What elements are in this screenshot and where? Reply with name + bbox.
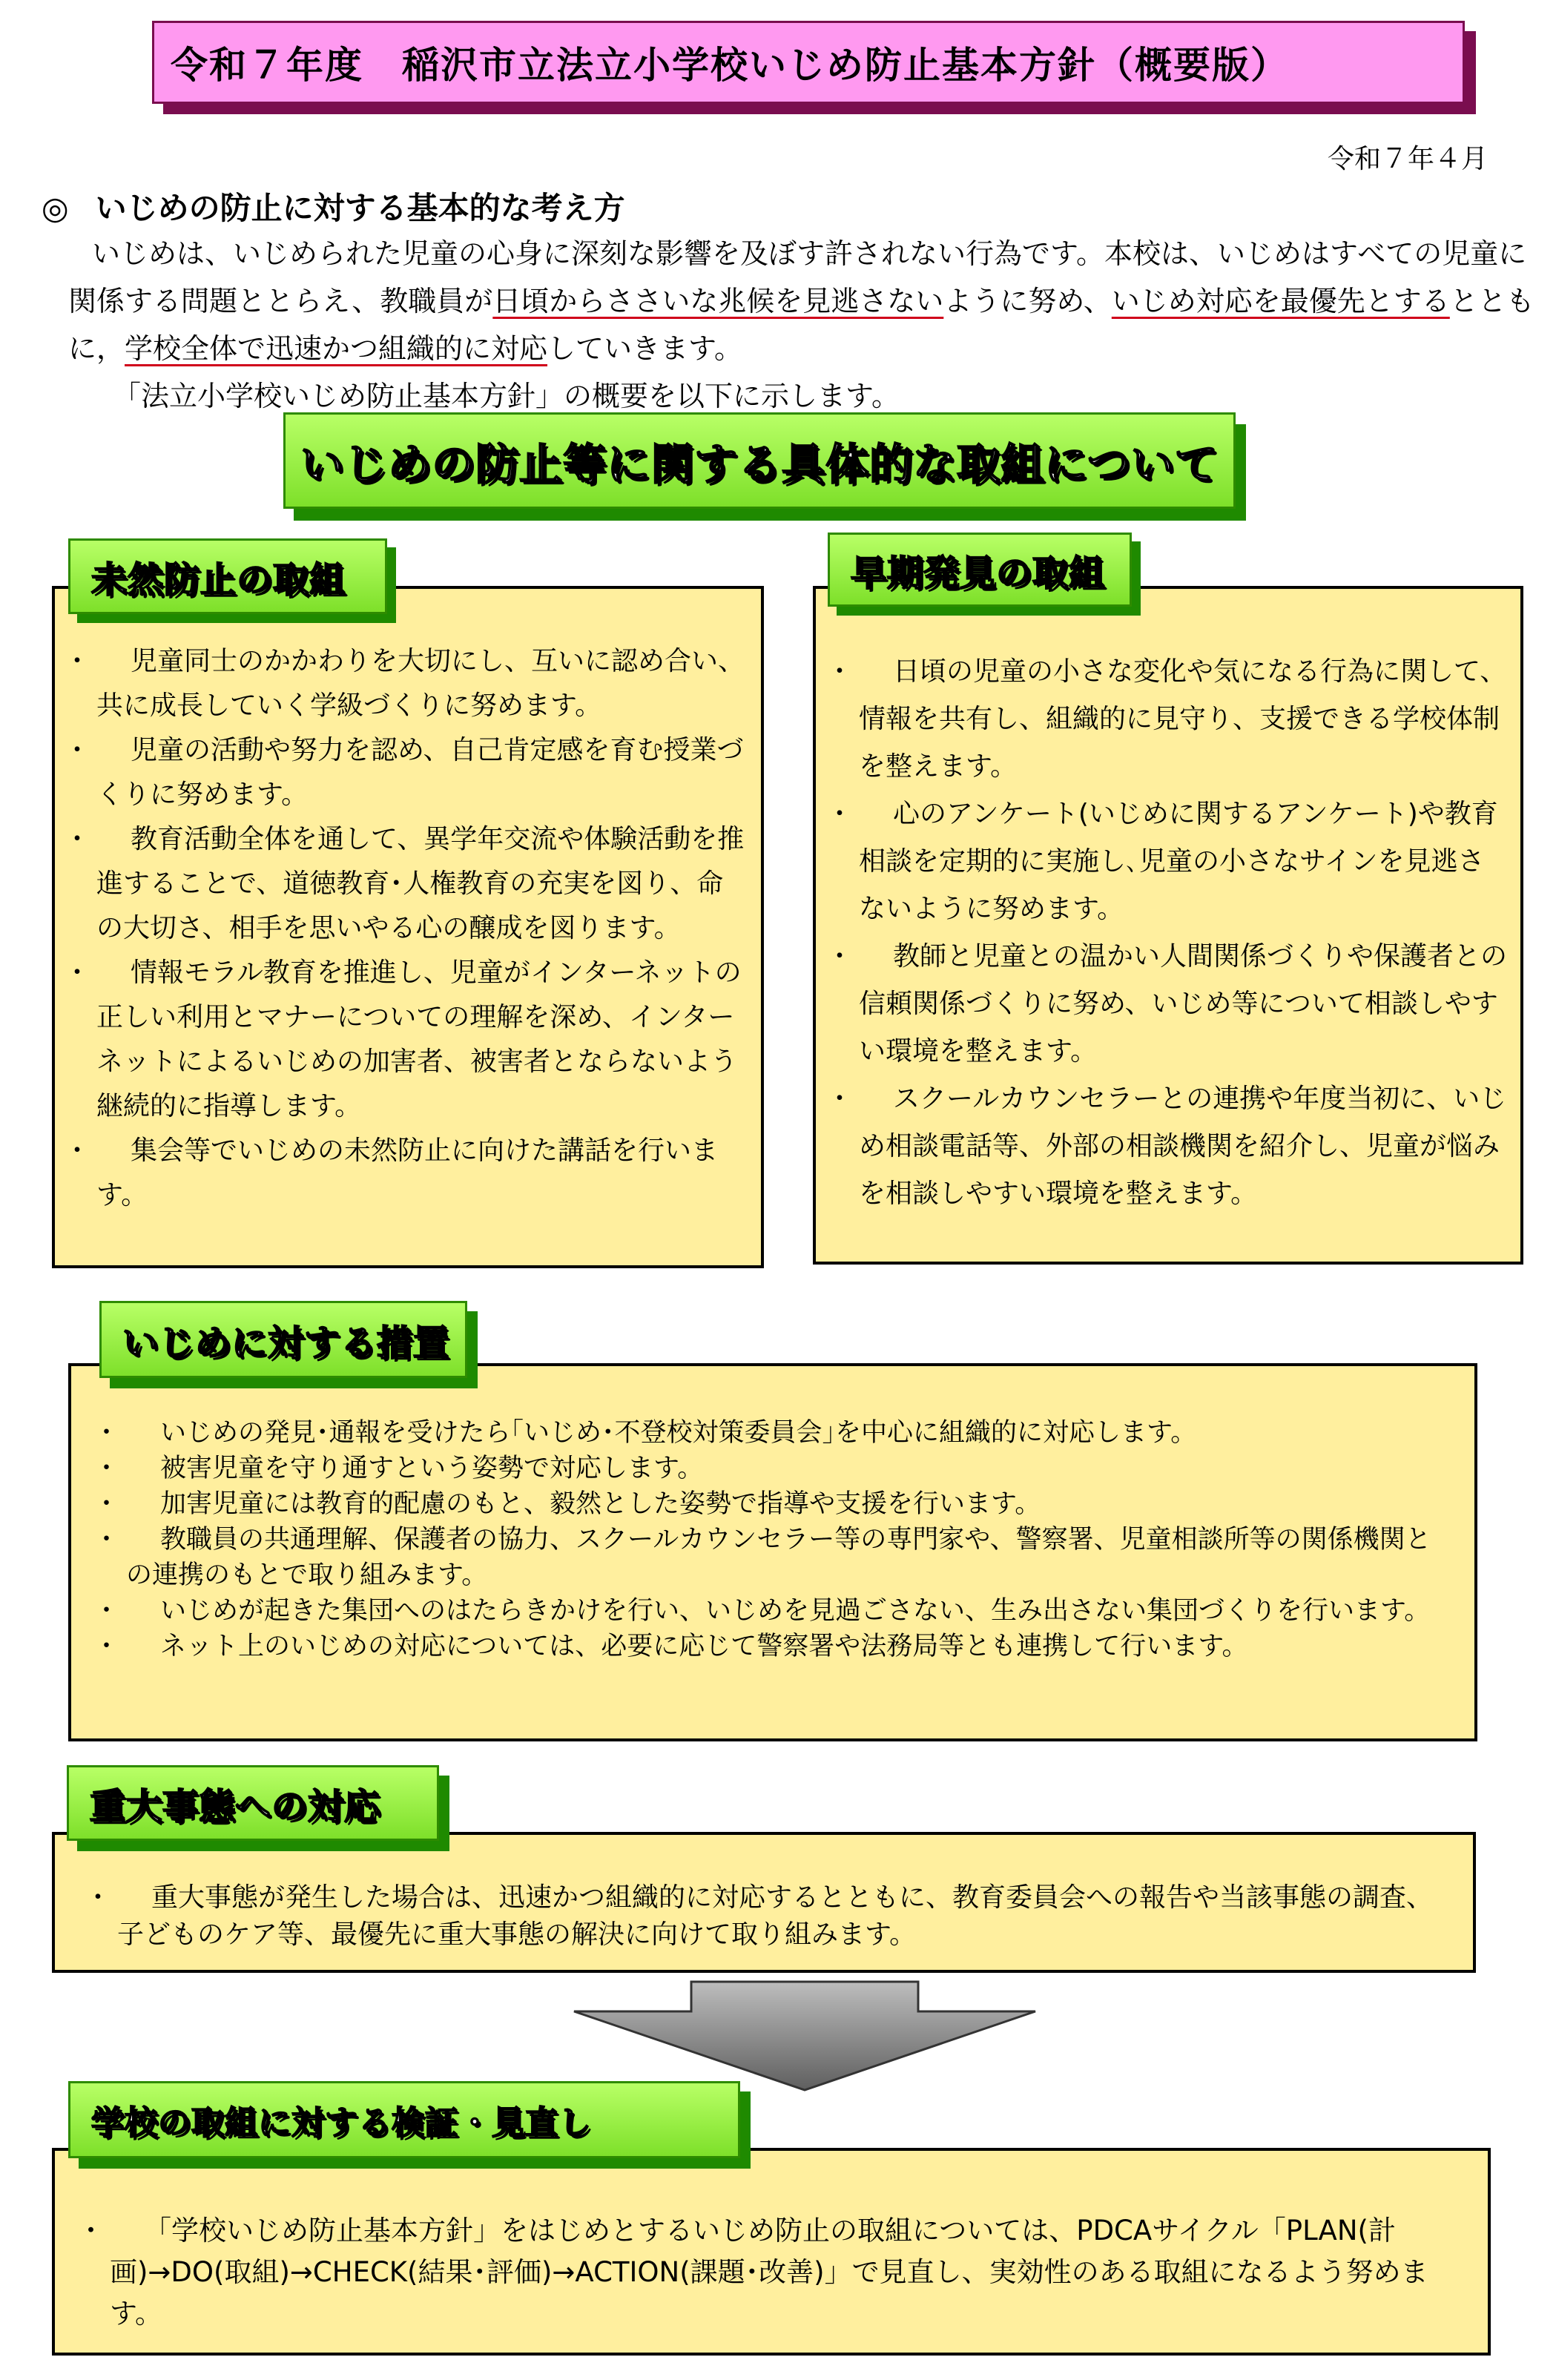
basic-policy-text xyxy=(68,230,1544,420)
early-detection-box xyxy=(813,586,1523,1265)
list-item: ・ 児童の活動や努力を認め、自己肯定感を育む授業づくりに努めます。 xyxy=(64,735,744,810)
list-item: ・ いじめの発見･通報を受けたら｢いじめ･不登校対策委員会｣を中心に組織的に対応します。 xyxy=(93,1418,1197,1448)
underline-top-priority: いじめ対応を最優先とする xyxy=(1111,285,1450,317)
review-banner xyxy=(68,2081,740,2158)
list-item: ・ ネット上のいじめの対応については、必要に応じて警察署や法務局等とも連携して行います。 xyxy=(93,1632,1248,1661)
review-box xyxy=(52,2148,1491,2356)
basic-policy-heading xyxy=(42,184,625,228)
prevention-banner xyxy=(68,538,387,614)
underline-whole-school: 学校全体で迅速かつ組織的に対応 xyxy=(125,332,548,365)
measures-box xyxy=(68,1363,1477,1741)
review-label: 学校の取組に対する検証・見直し xyxy=(91,2104,592,2142)
list-item: ・ 集会等でいじめの未然防止に向けた講話を行います。 xyxy=(64,1135,719,1210)
list-item: ・ 心のアンケート(いじめに関するアンケート)や教育相談を定期的に実施し､児童の小さなサインを見逃さないように努めます。 xyxy=(826,799,1498,924)
review-list xyxy=(77,2210,1451,2335)
list-item: ・ 「学校いじめ防止基本方針」をはじめとするいじめ防止の取組については、PDCAサイクル「PLAN(計画)→DO(取組)→CHECK(結果･評価)→ACTION(課題･改善)」で見直し、実効性のある取組になるよう努めます。 xyxy=(77,2215,1428,2330)
basic-policy-heading-text: いじめの防止に対する基本的な考え方 xyxy=(95,190,625,226)
list-item: ・ 教職員の共通理解、保護者の協力、スクールカウンセラー等の専門家や、警察署、児童相談所等の関係機関との連携のもとで取り組みます。 xyxy=(93,1525,1431,1590)
serious-label: 重大事態への対応 xyxy=(90,1785,381,1827)
serious-incident-box xyxy=(52,1832,1476,1973)
early-detection-list xyxy=(826,648,1509,1218)
underline-early-signs: 日頃からささいな兆候を見逃さない xyxy=(492,285,944,317)
list-item: ・ 日頃の児童の小さな変化や気になる行為に関して、情報を共有し、組織的に見守り、支援できる学校体制を整えます。 xyxy=(826,656,1507,782)
list-item: ・ 教育活動全体を通して、異学年交流や体験活動を推進することで、道徳教育･人権教育の充実を図り、命の大切さ、相手を思いやる心の醸成を図ります。 xyxy=(64,824,745,943)
down-arrow-icon xyxy=(571,1980,1038,2091)
main-banner-text: いじめの防止等に関する具体的な取組について xyxy=(300,439,1219,489)
early-label: 早期発見の取組 xyxy=(851,552,1106,594)
measures-list xyxy=(93,1415,1445,1664)
serious-list xyxy=(85,1879,1443,1954)
list-item: ・ 被害児童を守り通すという姿勢で対応します。 xyxy=(93,1454,704,1483)
double-circle-icon: ◎ xyxy=(42,190,69,226)
serious-banner xyxy=(67,1765,439,1841)
main-banner xyxy=(283,412,1236,509)
list-item: ・ 情報モラル教育を推進し、児童がインターネットの正しい利用とマナーについての理解を深め、インターネットによるいじめの加害者、被害者とならないよう継続的に指導します。 xyxy=(64,957,742,1121)
intro-paragraph-2: 「法立小学校いじめ防止基本方針」の概要を以下に示します。 xyxy=(113,380,900,412)
prevention-box xyxy=(52,586,764,1268)
list-item: ・ 児童同士のかかわりを大切にし、互いに認め合い、共に成長していく学級づくりに努めます。 xyxy=(64,646,745,721)
intro-paragraph-1: いじめは、いじめられた児童の心身に深刻な影響を及ぼす許されない行為です。本校は、いじめはすべての児童に関係する問題ととらえ、教職員が日頃からささいな兆候を見逃さないように努め、いじめ対応を最優先とするとともに，学校全体で迅速かつ組織的に対応していきます。 xyxy=(68,237,1534,365)
prevention-list xyxy=(64,639,748,1218)
page-title-text: 令和７年度 稲沢市立法立小学校いじめ防止基本方針（概要版） xyxy=(171,44,1289,87)
list-item: ・ 加害児童には教育的配慮のもと、毅然とした姿勢で指導や支援を行います。 xyxy=(93,1489,1041,1519)
prevention-label: 未然防止の取組 xyxy=(91,558,346,601)
measures-banner xyxy=(99,1301,467,1378)
page-title xyxy=(152,21,1465,104)
measures-label: いじめに対する措置 xyxy=(122,1322,450,1364)
early-banner xyxy=(828,533,1132,607)
list-item: ・ 重大事態が発生した場合は、迅速かつ組織的に対応するとともに、教育委員会への報告や当該事態の調査、子どものケア等、最優先に重大事態の解決に向けて取り組みます。 xyxy=(85,1882,1434,1950)
list-item: ・ スクールカウンセラーとの連携や年度当初に、いじめ相談電話等、外部の相談機関を紹介し、児童が悩みを相談しやすい環境を整えます。 xyxy=(826,1084,1507,1209)
list-item: ・ 教師と児童との温かい人間関係づくりや保護者との信頼関係づくりに努め、いじめ等について相談しやすい環境を整えます。 xyxy=(826,941,1508,1067)
list-item: ・ いじめが起きた集団へのはたらきかけを行い、いじめを見過ごさない、生み出さない集団づくりを行います。 xyxy=(93,1596,1431,1626)
issue-date: 令和７年４月 xyxy=(1327,144,1488,174)
